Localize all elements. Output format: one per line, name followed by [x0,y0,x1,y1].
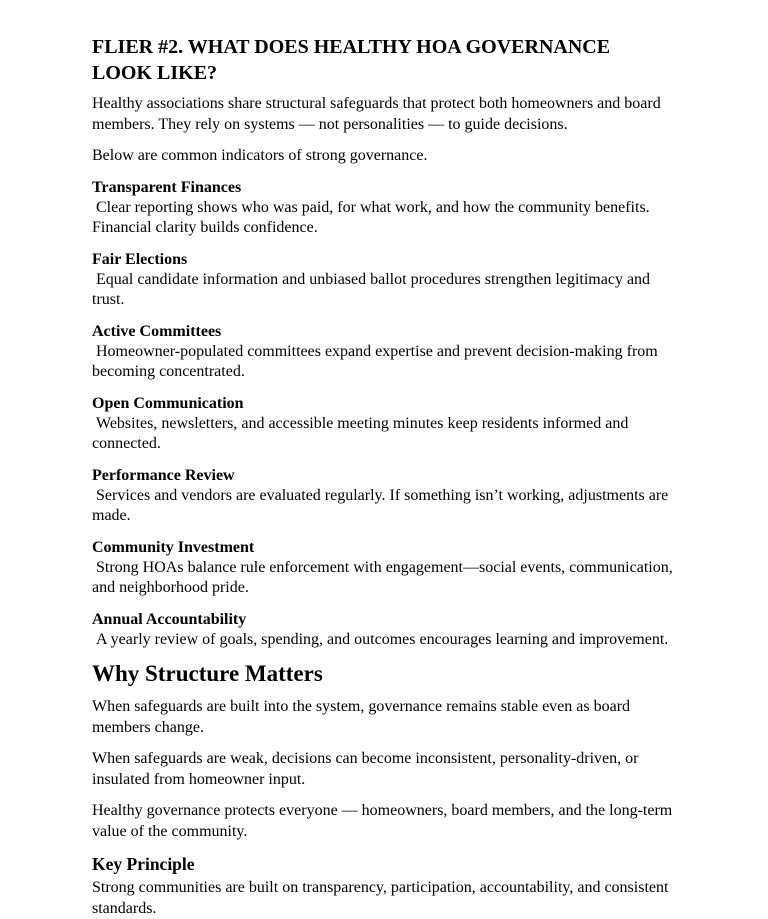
key-principle-paragraph: Strong communities are built on transparency, participation, accountability, and consistent standards. [92,879,669,917]
section-active-committees [92,322,682,383]
section-open-communication [92,394,682,455]
why-structure-paragraph-3: Healthy governance protects everyone — homeowners, board members, and the long-term value of the community. [92,802,673,840]
section-description: Clear reporting shows who was paid, for what work, and how the community benefits. Financial clarity builds confidence. [92,198,654,236]
section-heading: Fair Elections [92,250,188,268]
intro-paragraph-1: Healthy associations share structural safeguards that protect both homeowners and board members. They rely on systems — not personalities — to guide decisions. [92,95,661,133]
section-description: Homeowner-populated committees expand expertise and prevent decision-making from becoming concentrated. [92,342,662,380]
why-structure-paragraph-2: When safeguards are weak, decisions can become inconsistent, personality-driven, or insulated from homeowner input. [92,750,639,788]
section-heading: Community Investment [92,538,255,556]
section-description: Strong HOAs balance rule enforcement with engagement—social events, communication, and neighborhood pride. [92,558,677,596]
document-title: FLIER #2. WHAT DOES HEALTHY HOA GOVERNANCE LOOK LIKE? [92,36,611,84]
key-principle-heading: Key Principle [92,854,195,874]
section-description: Services and vendors are evaluated regularly. If something isn’t working, adjustments are made. [92,486,673,524]
section-fair-elections [92,250,682,311]
section-heading: Performance Review [92,466,235,484]
flier-document [92,35,682,919]
why-structure-matters-heading: Why Structure Matters [92,661,323,686]
section-annual-accountability [92,610,682,651]
section-heading: Open Communication [92,394,244,412]
section-description: Equal candidate information and unbiased ballot procedures strengthen legitimacy and trust. [92,270,655,308]
section-transparent-finances [92,178,682,239]
intro-paragraph-2: Below are common indicators of strong governance. [92,147,428,164]
section-description: A yearly review of goals, spending, and outcomes encourages learning and improvement. [92,630,669,648]
section-performance-review [92,466,682,527]
why-structure-paragraph-1: When safeguards are built into the system, governance remains stable even as board members change. [92,698,631,736]
section-heading: Annual Accountability [92,610,247,628]
section-community-investment [92,538,682,599]
section-heading: Active Committees [92,322,222,340]
section-description: Websites, newsletters, and accessible meeting minutes keep residents informed and connected. [92,414,633,452]
section-heading: Transparent Finances [92,178,242,196]
